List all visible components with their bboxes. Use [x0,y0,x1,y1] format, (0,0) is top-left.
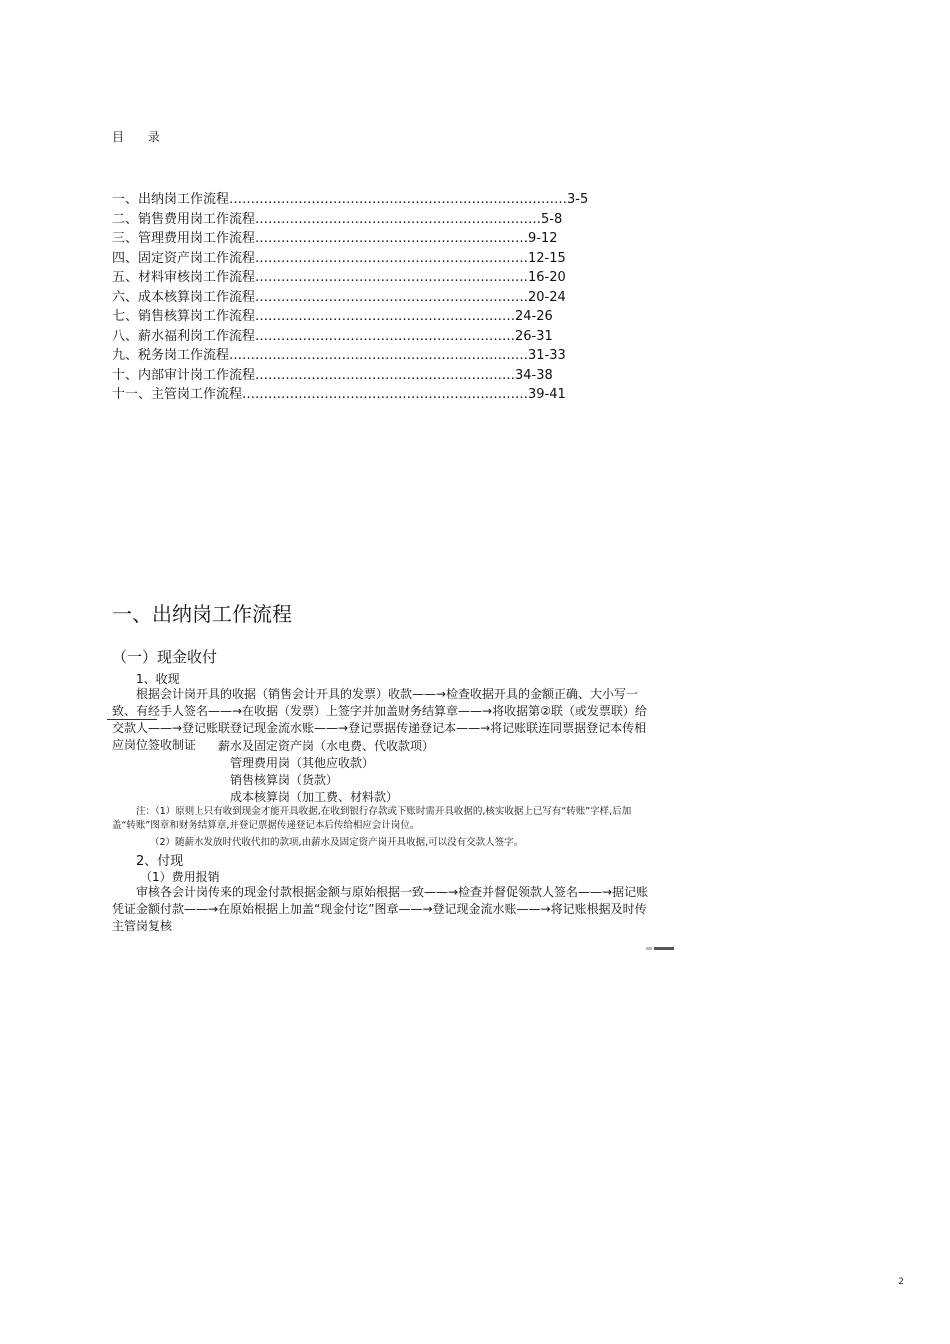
toc-item[interactable]: 十一、主管岗工作流程…………………………………………………………39-41 [112,387,566,402]
toc-item[interactable]: 八、薪水福利岗工作流程……………………………………………………26-31 [112,328,553,344]
receive-body: 根据会计岗开具的收据（销售会计开具的发票）收款——→检查收据开具的金额正确、大小写一致、有经手人签名——→在收据（发票）上签字并加盖财务结算章——→将收据第②联（或发票联）给交款人——→登记账联登记现金流水账——→登记票据传递登记本——→将记账联连同票据登记本传相应岗位签收制证 [112,687,647,752]
toc-item[interactable]: 五、材料审核岗工作流程………………………………………………………16-20 [112,270,566,285]
route-item: 销售核算岗（货款） [230,773,339,787]
route-item: 成本核算岗（加工费、材料款） [230,790,399,804]
pay-heading: 2、付现 [136,854,184,869]
route-item: 管理费用岗（其他应收款） [230,756,375,770]
toc-heading: 目 录 [112,130,170,144]
toc-item[interactable]: 九、税务岗工作流程……………………………………………………………31-33 [112,348,566,363]
section-title: 一、出纳岗工作流程 [112,602,292,626]
toc-item[interactable]: 三、管理费用岗工作流程………………………………………………………9-12 [112,231,558,246]
note-2: （2）随薪水发放时代收代扣的款项,由薪水及固定资产岗开具收据,可以没有交款人签字。 [150,837,524,848]
route-item: 薪水及固定资产岗（水电费、代收款项） [218,739,435,753]
toc-item[interactable]: 六、成本核算岗工作流程………………………………………………………20-24 [112,289,566,305]
table-of-contents [112,190,612,405]
toc-item[interactable]: 四、固定资产岗工作流程………………………………………………………12-15 [112,250,566,266]
page-number: 2 [898,1277,904,1287]
page-mark-decoration [654,947,674,950]
toc-item[interactable]: 二、销售费用岗工作流程…………………………………………………………5-8 [112,211,563,227]
pay-subheading: （1）费用报销 [140,870,220,884]
page-mark-decoration [646,947,652,950]
toc-item[interactable]: 十、内部审计岗工作流程……………………………………………………34-38 [112,367,553,383]
pay-body: 审核各会计岗传来的现金付款根据金额与原始根据一致——→检查并督促领款人签名——→据记账凭证金额付款——→在原始根据上加盖“现金付讫”图章——→登记现金流水账——→将记账根据及时传主管岗复核 [112,885,649,933]
note-1: 注：（1）原则上只有收到现金才能开具收据,在收到银行存款或下账时需开具收据的,核实收据上已写有“转账”字样,后加盖“转账”图章和财务结算章,并登记票据传递登记本后传给相应会计岗位。 [112,806,632,831]
subsection-title: （一）现金收付 [112,648,218,666]
arrow-line-decoration [107,719,157,720]
toc-item[interactable]: 七、销售核算岗工作流程……………………………………………………24-26 [112,309,553,324]
toc-item[interactable]: 一、出纳岗工作流程……………………………………………………………………3-5 [112,192,589,207]
receive-heading: 1、收现 [136,672,180,686]
